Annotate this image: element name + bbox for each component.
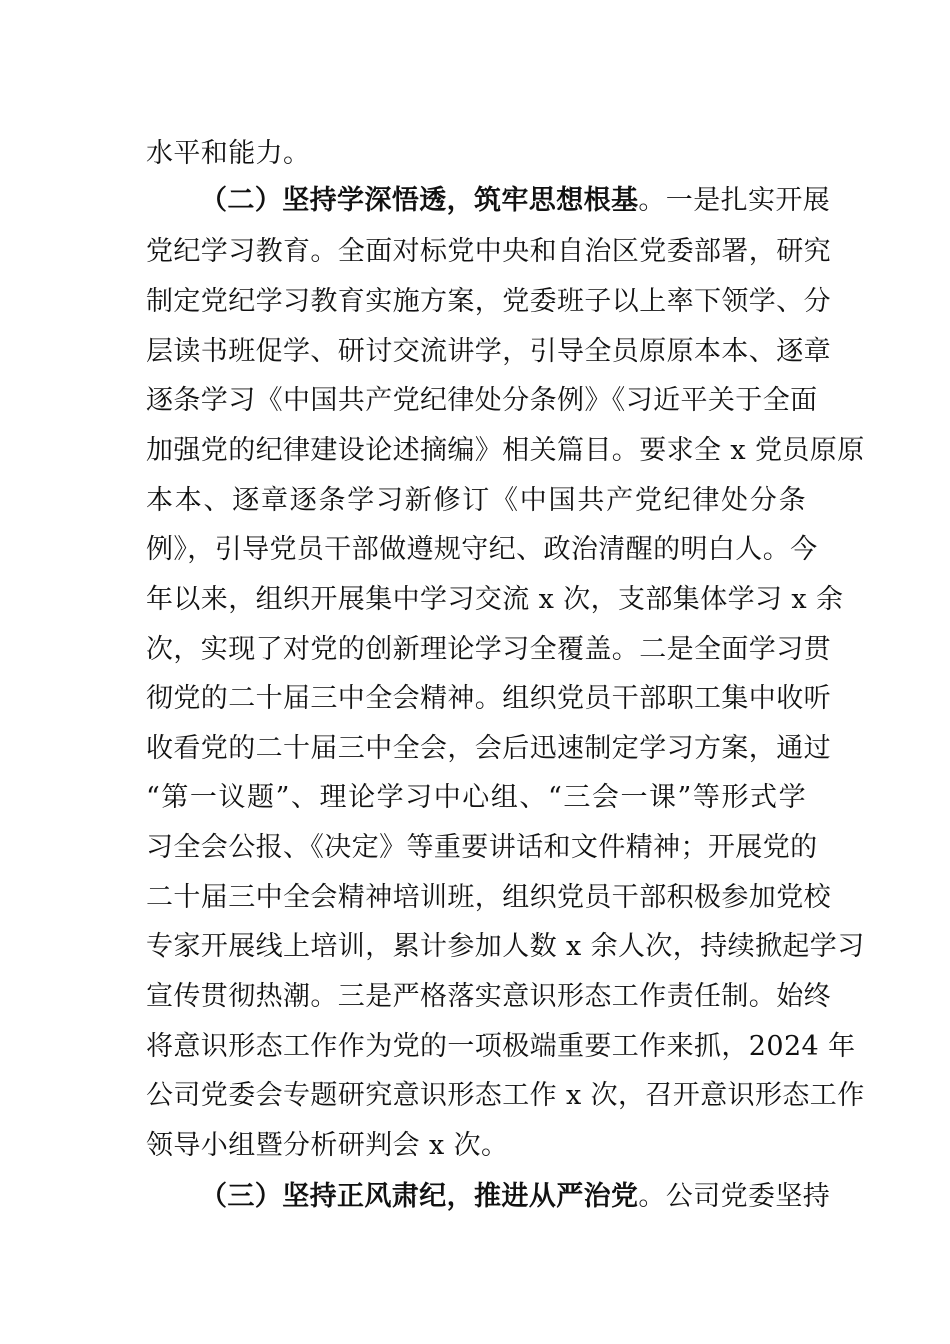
text-line-18: [146, 977, 831, 1017]
line-text: 二十届三中全会精神培训班，组织党员干部积极参加党校: [146, 882, 831, 913]
text-line-5: [146, 332, 831, 372]
text-line-9: [146, 530, 818, 570]
line-text: 次，实现了对党的创新理论学习全覆盖。二是全面学习贯: [146, 634, 831, 665]
text-line-7: [146, 431, 865, 471]
text-line-10: [146, 580, 844, 620]
line-text: 。公司党委坚持: [638, 1181, 831, 1212]
section-title: （二）坚持学深悟透，筑牢思想根基: [200, 185, 639, 216]
line-text: 逐条学习《中国共产党纪律处分条例》《习近平关于全面: [146, 385, 818, 416]
line-text: 收看党的二十届三中全会，会后迅速制定学习方案，通过: [146, 733, 831, 764]
text-line-3: [146, 232, 831, 272]
line-text: 水平和能力。: [146, 138, 311, 169]
line-text: 习全会公报、《决定》等重要讲话和文件精神；开展党的: [146, 832, 818, 863]
text-line-21: [146, 1126, 806, 1166]
line-text: 层读书班促学、研讨交流讲学，引导全员原原本本、逐章: [146, 336, 831, 367]
text-line-19: [146, 1027, 856, 1067]
line-text: 公司党委会专题研究意识形态工作 x 次，召开意识形态工作: [146, 1080, 865, 1111]
text-line-16: [146, 878, 831, 918]
line-text: 加强党的纪律建设论述摘编》相关篇目。要求全 x 党员原原: [146, 435, 865, 466]
text-line-1: [146, 134, 806, 174]
line-text: 例》，引导党员干部做遵规守纪、政治清醒的明白人。今: [146, 534, 818, 565]
section-heading-3: [200, 1177, 831, 1217]
line-text: “第一议题”、理论学习中心组、“三会一课”等形式学: [146, 782, 806, 813]
line-text: 宣传贯彻热潮。三是严格落实意识形态工作责任制。始终: [146, 981, 831, 1012]
text-line-20: [146, 1076, 865, 1116]
section-heading-2: [200, 181, 831, 221]
line-text: 制定党纪学习教育实施方案，党委班子以上率下领学、分: [146, 286, 831, 317]
text-line-8: [146, 481, 806, 521]
line-text: 。一是扎实开展: [638, 185, 831, 216]
text-line-6: [146, 381, 818, 421]
text-line-15: [146, 828, 818, 868]
text-line-12: [146, 679, 831, 719]
line-text: 专家开展线上培训，累计参加人数 x 余人次，持续掀起学习: [146, 931, 865, 962]
line-text: 年以来，组织开展集中学习交流 x 次，支部集体学习 x 余: [146, 584, 844, 615]
line-text: 党纪学习教育。全面对标党中央和自治区党委部署，研究: [146, 236, 831, 267]
text-line-14: [146, 778, 806, 818]
section-title: （三）坚持正风肃纪，推进从严治党: [200, 1181, 639, 1212]
text-line-4: [146, 282, 831, 322]
line-text: 本本、逐章逐条学习新修订《中国共产党纪律处分条: [146, 485, 806, 516]
text-line-13: [146, 729, 831, 769]
line-text: 将意识形态工作作为党的一项极端重要工作来抓，2024 年: [146, 1031, 856, 1062]
text-line-17: [146, 927, 865, 967]
text-line-11: [146, 630, 831, 670]
line-text: 领导小组暨分析研判会 x 次。: [146, 1130, 509, 1161]
line-text: 彻党的二十届三中全会精神。组织党员干部职工集中收听: [146, 683, 831, 714]
